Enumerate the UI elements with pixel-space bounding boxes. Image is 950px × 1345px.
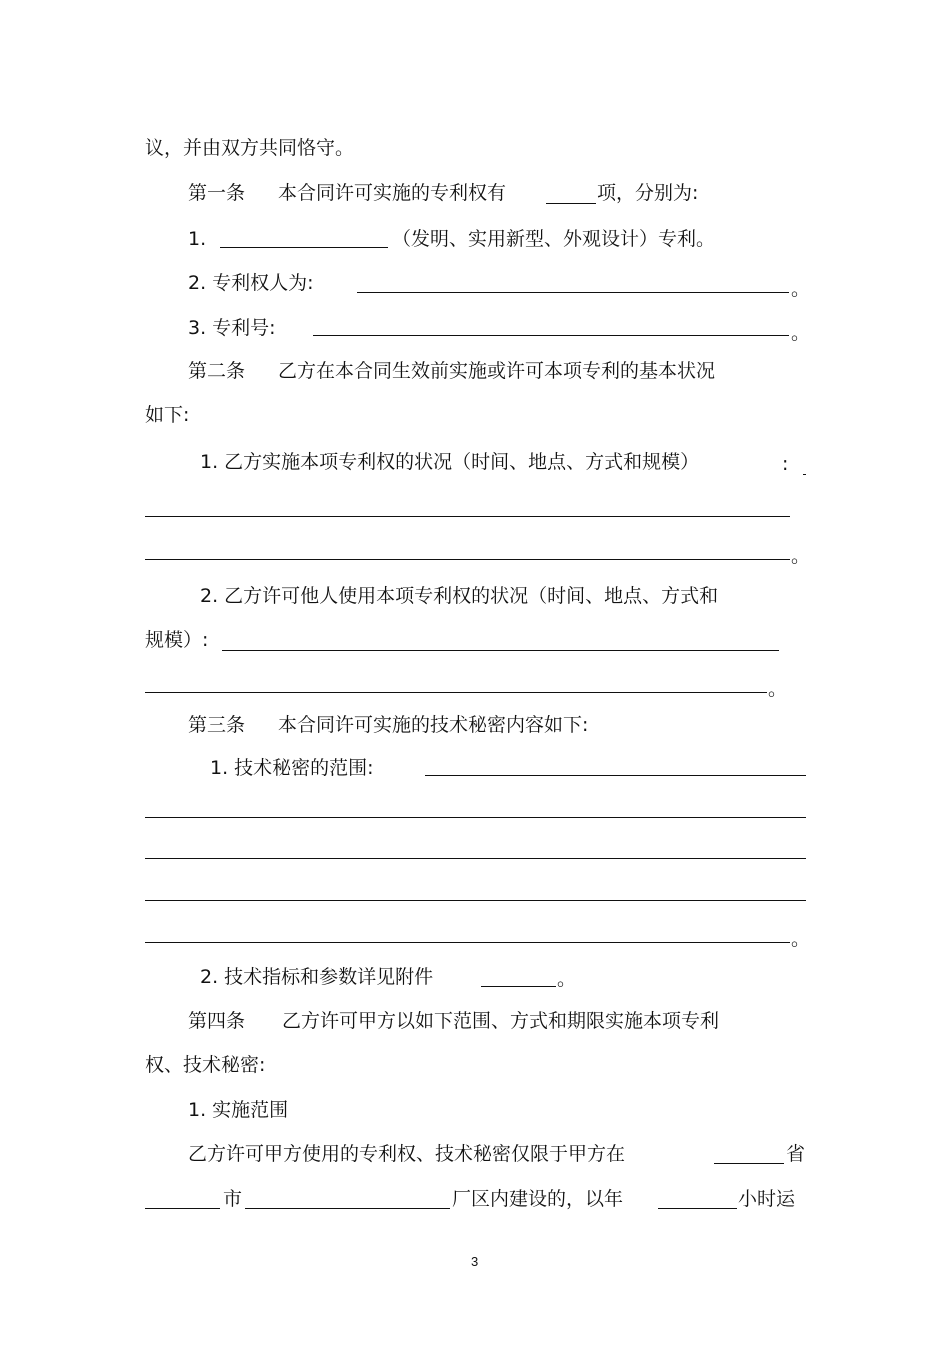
blank-patent-name[interactable] [220, 247, 388, 248]
article-1-item-1-text: （发明、实用新型、外观设计）专利。 [392, 228, 716, 250]
page-number: 3 [471, 1254, 479, 1269]
province-label: 省 [786, 1143, 806, 1165]
article-4-paragraph-2-end: 小时运 [738, 1188, 796, 1210]
article-4-text: 乙方许可甲方以如下范围、方式和期限实施本项专利 [282, 1010, 720, 1032]
article-3-text: 本合同许可实施的技术秘密内容如下: [278, 714, 589, 736]
article-2-label: 第二条 [188, 360, 246, 382]
period: 。 [557, 968, 577, 990]
period: 。 [791, 545, 811, 567]
blank-implementation-status-line-2[interactable] [145, 559, 790, 560]
blank-patentee[interactable] [357, 292, 789, 293]
article-3-item-1: 1. 技术秘密的范围: [210, 757, 374, 779]
blank-stub [803, 474, 806, 475]
blank-secret-scope-line-1[interactable] [425, 775, 806, 776]
blank-implementation-status-line-1[interactable] [145, 516, 790, 517]
period: 。 [768, 678, 788, 700]
article-1-item-1-num: 1. [188, 228, 207, 250]
blank-license-status-line-1[interactable] [222, 650, 779, 651]
blank-secret-scope-line-5[interactable] [145, 942, 790, 943]
article-2-item-1-colon: : [782, 453, 789, 475]
blank-patent-count[interactable] [546, 203, 596, 204]
city-label: 市 [223, 1188, 243, 1210]
article-1-label: 第一条 [188, 182, 246, 204]
article-1-text-2: 项，分别为: [597, 182, 699, 204]
intro-tail-text: 议，并由双方共同恪守。 [145, 137, 355, 159]
article-2-item-2b: 规模）: [145, 629, 209, 651]
blank-city[interactable] [145, 1208, 220, 1209]
article-4-paragraph-2-mid: 厂区内建设的，以年 [452, 1188, 624, 1210]
blank-secret-scope-line-4[interactable] [145, 900, 806, 901]
period: 。 [791, 928, 811, 950]
article-4-label: 第四条 [188, 1010, 246, 1032]
article-4-text-2: 权、技术秘密: [145, 1054, 266, 1076]
article-2-item-2: 2. 乙方许可他人使用本项专利权的状况（时间、地点、方式和 [200, 585, 719, 607]
article-2-item-1: 1. 乙方实施本项专利权的状况（时间、地点、方式和规模） [200, 451, 700, 473]
blank-secret-scope-line-2[interactable] [145, 817, 806, 818]
blank-license-status-line-2[interactable] [145, 692, 767, 693]
period: 。 [791, 322, 811, 344]
blank-appendix[interactable] [481, 986, 556, 987]
blank-annual-hours[interactable] [658, 1208, 737, 1209]
article-4-paragraph-1: 乙方许可甲方使用的专利权、技术秘密仅限于甲方在 [188, 1143, 626, 1165]
article-3-label: 第三条 [188, 714, 246, 736]
article-3-item-2: 2. 技术指标和参数详见附件 [200, 966, 434, 988]
period: 。 [791, 278, 811, 300]
article-2-text-2: 如下: [145, 404, 190, 426]
blank-patent-number[interactable] [313, 335, 789, 336]
article-1-item-2: 2. 专利权人为: [188, 272, 314, 294]
blank-plant-site[interactable] [245, 1208, 450, 1209]
blank-secret-scope-line-3[interactable] [145, 858, 806, 859]
article-1-text: 本合同许可实施的专利权有 [278, 182, 507, 204]
article-4-item-1: 1. 实施范围 [188, 1099, 289, 1121]
article-2-text: 乙方在本合同生效前实施或许可本项专利的基本状况 [278, 360, 716, 382]
blank-province[interactable] [714, 1163, 784, 1164]
article-1-item-3: 3. 专利号: [188, 317, 276, 339]
